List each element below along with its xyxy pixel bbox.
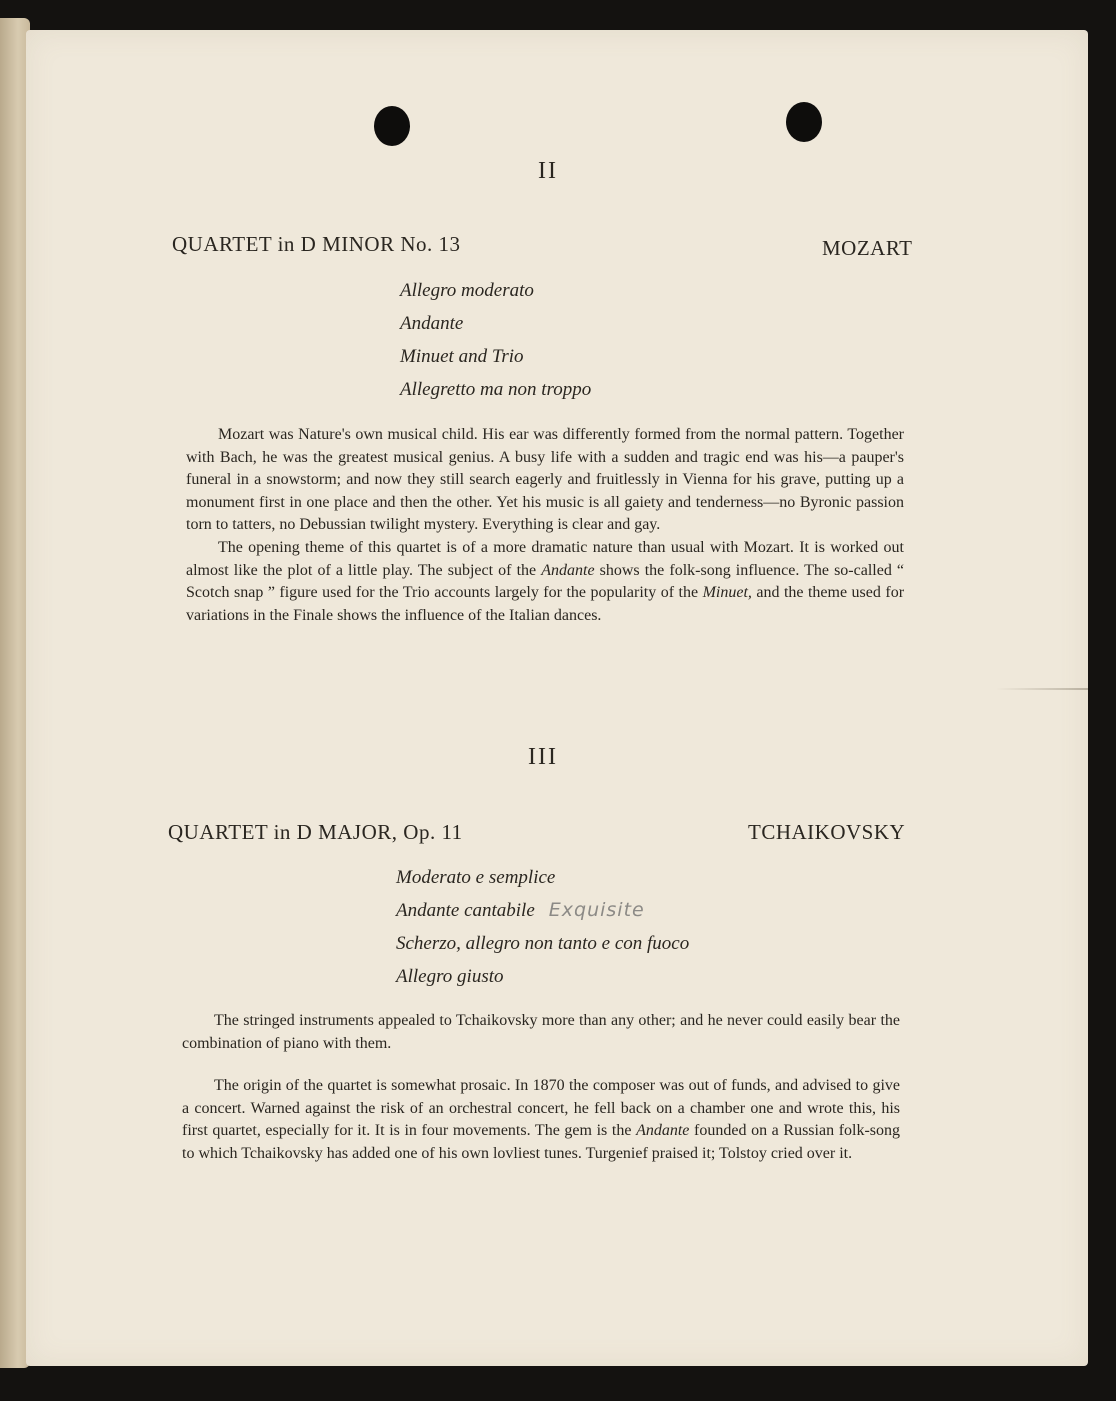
- note-paragraph: Mozart was Nature's own musical child. His ear was differently formed from the normal pattern. Together with Bach, he was the greatest musical genius. A busy life with a sudden and tragic end was his—a pauper's funeral in a snowstorm; and now they still search eagerly and fruitlessly in Vienna for his grave, putting up a monument first in one place and then the other. Yet his music is all gaiety and tenderness—no Byronic passion torn to tatters, no Debussian twilight mystery. Everything is clear and gay.: [186, 426, 904, 534]
- composer-name: MOZART: [822, 236, 913, 260]
- punch-hole-right: [786, 102, 822, 142]
- movement-list: [396, 861, 689, 993]
- movement-item: Andante: [400, 313, 464, 334]
- composer-name: TCHAIKOVSKY: [748, 820, 906, 844]
- movement-item: Andante cantabile Exquisite: [396, 894, 689, 927]
- work-title: QUARTET in D MAJOR, Op. 11: [168, 820, 463, 844]
- movement-item: Allegretto ma non troppo: [400, 379, 592, 400]
- punch-hole-left: [374, 106, 410, 146]
- handwritten-annotation: Exquisite: [548, 899, 645, 921]
- movement-item: Allegro moderato: [400, 280, 534, 301]
- section-numeral: II: [538, 158, 558, 184]
- note-paragraph: The origin of the quartet is somewhat prosaic. In 1870 the composer was out of funds, and advised to give a concert. Warned against the risk of an orchestral concert, he fell back on a chamber one and wrote this, his first quartet, especially for it. It is in four movements. The gem is the Andante founded on a Russian folk-song to which Tchaikovsky has added one of his own lovliest tunes. Turgenief praised it; Tolstoy cried over it.: [182, 1077, 901, 1162]
- movement-item: Scherzo, allegro non tanto e con fuoco: [396, 933, 690, 954]
- page-fold-crease: [996, 688, 1088, 690]
- note-paragraph: The opening theme of this quartet is of a more dramatic nature than usual with Mozart. It is worked out almost like the plot of a little play. The subject of the Andante shows the folk-song influence. The so-called “ Scotch snap ” figure used for the Trio accounts largely for the popularity of the Minuet, and the theme used for variations in the Finale shows the influence of the Italian dances.: [186, 538, 905, 624]
- movement-item: Moderato e semplice: [396, 867, 556, 888]
- note-paragraph: The stringed instruments appealed to Tchaikovsky more than any other; and he never could easily bear the combination of piano with them.: [182, 1012, 900, 1052]
- program-notes: [186, 424, 904, 627]
- movement-list: [400, 274, 591, 406]
- work-title: QUARTET in D MINOR No. 13: [172, 232, 461, 256]
- movement-item: Allegro giusto: [396, 966, 504, 987]
- program-page: [26, 30, 1088, 1366]
- movement-item: Minuet and Trio: [400, 346, 524, 367]
- program-notes: [182, 1010, 900, 1166]
- section-numeral: III: [528, 744, 558, 770]
